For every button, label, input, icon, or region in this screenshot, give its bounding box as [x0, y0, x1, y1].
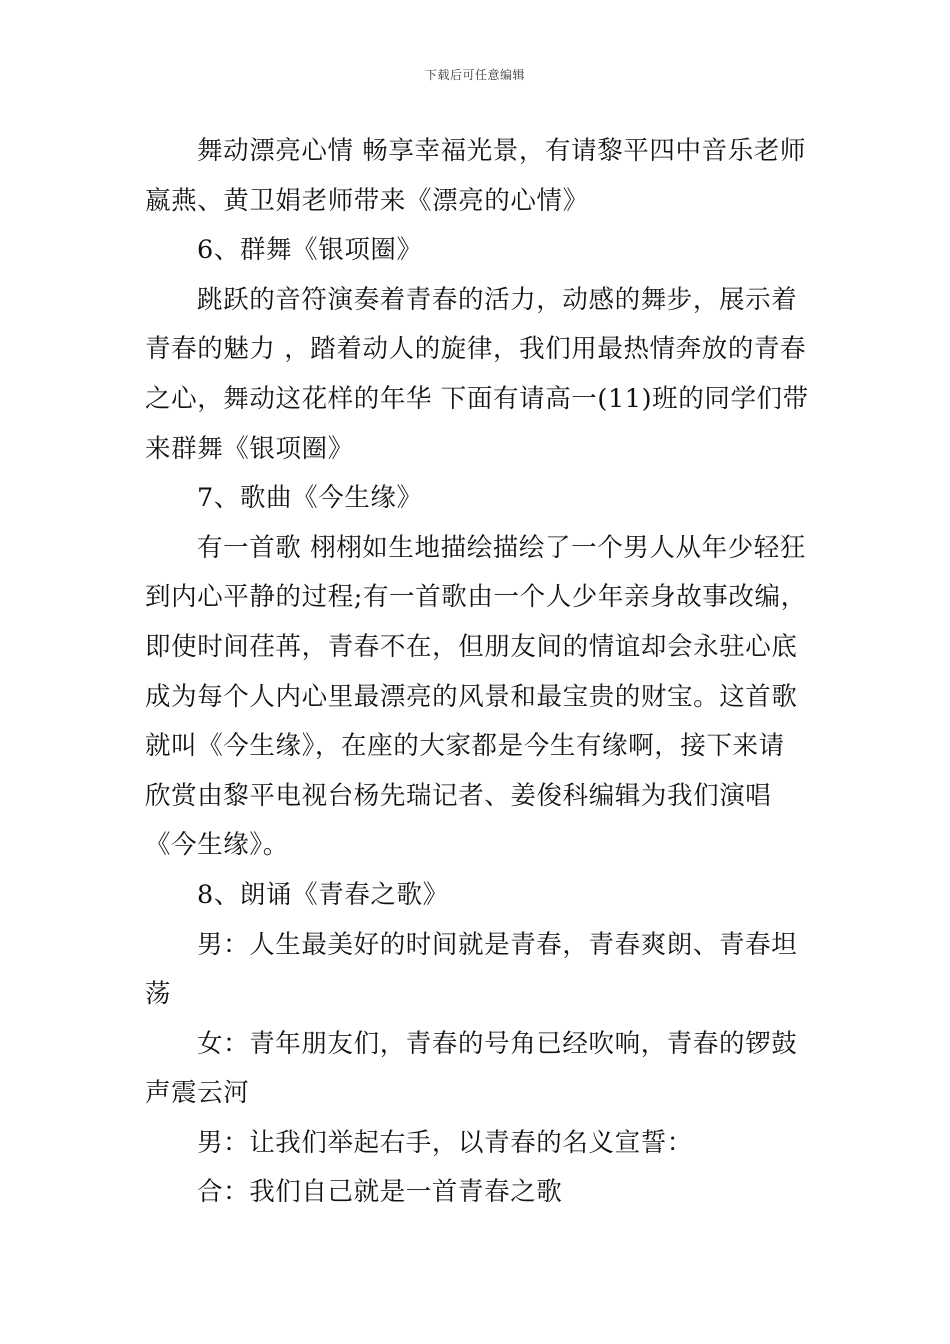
- paragraph-line: 男：人生最美好的时间就是青春，青春爽朗、青春坦: [197, 929, 798, 960]
- paragraph-line: 声震云河: [145, 1078, 250, 1109]
- paragraph-line: 之心，舞动这花样的年华 下面有请高一(11)班的同学们带: [145, 383, 809, 414]
- page-header: 下载后可任意编辑: [424, 68, 525, 82]
- paragraph-line: 女：青年朋友们，青春的号角已经吹响，青春的锣鼓: [197, 1028, 798, 1059]
- document-body: [145, 127, 810, 1218]
- paragraph-line: 合：我们自己就是一首青春之歌: [197, 1177, 563, 1208]
- paragraph-line: 来群舞《银项圈》: [145, 433, 354, 464]
- paragraph-line: 荡: [145, 979, 172, 1010]
- section-heading: 7、歌曲《今生缘》: [197, 483, 423, 514]
- paragraph-line: 即使时间荏苒，青春不在，但朋友间的情谊却会永驻心底: [145, 631, 798, 662]
- paragraph-line: 青春的魅力 ，踏着动人的旋律，我们用最热情奔放的青春: [145, 334, 807, 365]
- paragraph-line: 男：让我们举起右手，以青春的名义宣誓：: [197, 1127, 693, 1158]
- paragraph-line: 舞动漂亮心情 畅享幸福光景，有请黎平四中音乐老师: [197, 136, 807, 166]
- paragraph-line: 就叫《今生缘》，在座的大家都是今生有缘啊，接下来请: [145, 731, 785, 762]
- section-heading: 6、群舞《银项圈》: [197, 235, 423, 266]
- paragraph-line: 《今生缘》。: [145, 830, 289, 861]
- paragraph-line: 欣赏由黎平电视台杨先瑞记者、姜俊科编辑为我们演唱: [145, 780, 772, 811]
- paragraph-line: 有一首歌 栩栩如生地描绘描绘了一个男人从年少轻狂: [197, 532, 807, 563]
- paragraph-line: 成为每个人内心里最漂亮的风景和最宝贵的财宝。这首歌: [145, 681, 798, 712]
- paragraph-line: 到内心平静的过程;有一首歌由一个人少年亲身故事改编，: [145, 582, 807, 613]
- paragraph-line: 跳跃的音符演奏着青春的活力，动感的舞步，展示着: [197, 284, 798, 315]
- paragraph-line: 嬴燕、黄卫娟老师带来《漂亮的心情》: [145, 185, 589, 216]
- section-heading: 8、朗诵《青春之歌》: [197, 879, 449, 910]
